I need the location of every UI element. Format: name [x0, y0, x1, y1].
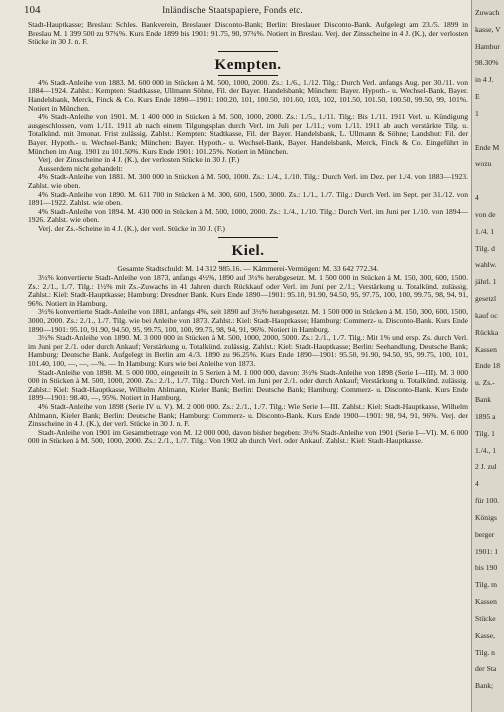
- edge-fragment: 4: [475, 193, 479, 203]
- edge-fragment: Tilg. d: [475, 243, 495, 253]
- section-divider: [218, 51, 278, 52]
- edge-fragment: Stücke: [475, 613, 496, 623]
- page-number: 104: [24, 4, 41, 16]
- kiel-paragraph: 3½% konvertierte Stadt-Anleihe von 1873, anfangs 4½%, 1890 auf 3½% herabgesetzt. M. 1 500 000 in Stücken à M. 150, 300, 600, 1500. Zs.: 2./1., 1./7. Tilg.: 1½% mit Zs.-Zuwachs in 41 Jahren durch Rückkauf oder Verl. im Juni per 2./1.; Verstärkung u. Totalkünd. zulässig. Zahlst.: Kiel: Stadt-Hauptkasse; Hamburg: Dresdner Bank. Kurs Ende 1890—1901: 95.10, 91.90, 94.50, 95, 97.75, 100, 100, 99.75, 98, 94, 91, 96%. Notiert in Hamburg.: [28, 273, 468, 308]
- edge-fragment: 1: [475, 108, 479, 118]
- kempten-paragraph: 4% Stadt-Anleihe von 1881. M. 300 000 in Stücken à M. 500, 1000. Zs.: 1./4., 1./10. Tilg.: Durch Verl. im Dez. per 1./4. von 1883—1923. Zahlst. wie oben.: [28, 172, 468, 190]
- page-body: [28, 21, 468, 446]
- kempten-paragraph: 4% Stadt-Anleihe von 1901. M. 1 400 000 in Stücken à M. 500, 1000, 2000. Zs.: 1./5., 1./11. Tilg.: Bis 1./11. 1911 Verl. u. Kündigung ausgeschlossen, vom 1./11. 1911 ab nach einem Tilgungsplan durch Verl. im Juli per 1./11.; vom 1./11. 1911 ab auch verstärkte Tilg. u. Totalkünd. mit 3monat. Frist zulässig. Zahlst.: Kempten: Stadtkasse, Fil. der Bayer. Handelsbank, L. Ullmann & Söhne; Landshut: Fil. der Bayer. Hypoth.- u. Wechsel-Bank; München: Bayer. Hypoth.- u. Wechsel-Bank, Bayer. Handelsbank, Merck, Finck & Co. Eingeführt in München im Aug. 1901 zu 101.50%. Kurs Ende 1901: 101.25%. Notiert in München.: [28, 112, 468, 156]
- edge-fragment: Kassen: [475, 344, 497, 354]
- edge-fragment: in 4 J.: [475, 75, 494, 85]
- edge-fragment: berger: [475, 529, 495, 539]
- section-title-kiel: Kiel.: [231, 243, 265, 260]
- kempten-paragraph: 4% Stadt-Anleihe von 1894. M. 430 000 in Stücken à M. 500, 1000, 2000. Zs.: 1./4., 1./10. Tilg.: Durch Verl. im Juni per 1./10. von 1894—1926. Zahlst. wie oben.: [28, 206, 468, 225]
- edge-fragment: Bank;: [475, 681, 494, 691]
- edge-fragment: E: [475, 92, 480, 102]
- edge-fragment: 2 J. zul: [475, 462, 497, 472]
- facing-page-edge: [471, 0, 504, 712]
- page-header: [24, 4, 441, 18]
- section-divider: [218, 261, 278, 262]
- kiel-paragraph: 3½% konvertierte Stadt-Anleihe von 1881, anfangs 4%, seit 1890 auf 3½% herabgesetzt. M. 1 500 000 in Stücken à M. 150, 300, 600, 1500, 3000, 2000. Zs.: 2./1., 1./7. Tilg. wie bei Anleihe von 1873. Zahlst.: Kiel: Stadt-Hauptkasse; Hamburg: Commerz- u. Disconto-Bank. Kurs Ende 1890—1901: 95.10, 91.90, 94.50, 95, 99.75, 100, 100, 99.75, 98, 94, 91, 96%. Notiert in Hamburg.: [28, 307, 468, 334]
- edge-fragment: der Sta: [475, 664, 497, 674]
- edge-fragment: 98.30%: [475, 58, 499, 68]
- edge-fragment: Kassen: [475, 597, 497, 607]
- edge-fragment: Tilg. n: [475, 647, 495, 657]
- edge-fragment: 1./4. 1: [475, 226, 495, 236]
- kiel-paragraph: Stadt-Anleihe von 1898. M. 5 000 000, eingeteilt in 5 Serien à M. 1 000 000, davon: 3½% Stadt-Anleihe von 1898 (Serie I—III). M. 3 000 000 in Stücken à M. 500, 1000, 2000. Zs.: 2./1., 1./7. Tilg.: Durch Verl. im Juni per 2./1. oder durch Ankauf; Verstärkung u. Totalkünd. zulässig. Zahlst.: Kiel: Stadt-Hauptkasse, Wilhelm Ahlmann, Kieler Bank; Berlin: Deutsche Bank; Hamburg: Commerz- u. Disconto-Bank. Kurs Ende 1899—1901: 98.40, —, 95%. Notiert in Hamburg.: [28, 367, 468, 403]
- kempten-paragraph: Verj. der Zinsscheine in 4 J. (K.), der verlosten Stücke in 30 J. (F.): [38, 155, 240, 165]
- kempten-paragraph: 4% Stadt-Anleihe von 1883. M. 600 000 in Stücken à M. 500, 1000, 2000. Zs.: 1./6., 1./12. Tilg.: Durch Verl. anfangs Aug. per 30./11. von 1884—1924. Zahlst.: Kempten: Stadtkasse, Ullmann Söhne, Fil. der Bayer. Handelsbank; München: Bayer. Hypoth.- u. Wechsel-Bank, Bayer. Handelsbank, Merck, Finck & Co. Kurs Ende 1890—1901: 100.20, 101, 100.50, 101.60, 103, 102, 101.50, 101.50, 100.50, 99.50, 99, 101%. Notiert in München.: [28, 77, 468, 113]
- edge-fragment: wahlw.: [475, 260, 497, 270]
- running-title: Inländische Staatspapiere, Fonds etc.: [162, 5, 303, 15]
- edge-fragment: Rückka: [475, 327, 499, 337]
- edge-fragment: für 100.: [475, 496, 500, 506]
- edge-fragment: wozu: [475, 159, 492, 169]
- kiel-paragraph: 4% Stadt-Anleihe von 1898 (Serie IV u. V). M. 2 000 000. Zs.: 2./1., 1./7. Tilg.: Wie Serie I—III. Zahlst.: Kiel: Stadt-Hauptkasse, Wilhelm Ahlmann, Kieler Bank; Berlin: Deutsche Bank; Hamburg: Commerz- u. Disconto-Bank. Kurs Ende 1900—1901: 98, 94, 91, 96%. Verj. der Zinsscheine in 4 J. (K.), der verl. Stücke in 30 J. n. F.: [28, 401, 468, 429]
- edge-fragment: Königs: [475, 512, 497, 522]
- edge-fragment: Ende M: [475, 142, 500, 152]
- edge-fragment: 1895 a: [475, 411, 496, 421]
- edge-fragment: Hambur: [475, 41, 500, 51]
- edge-fragment: bis 190: [475, 563, 498, 573]
- section-title-kempten: Kempten.: [214, 56, 282, 73]
- edge-fragment: Zuwach: [475, 8, 500, 17]
- kempten-paragraph: Verj. der Zs.-Scheine in 4 J. (K.), der verl. Stücke in 30 J. (F.): [38, 223, 225, 233]
- kempten-paragraph: Ausserdem nicht gehandelt:: [38, 163, 123, 173]
- edge-fragment: 4: [475, 479, 479, 489]
- edge-fragment: Bank: [475, 395, 492, 405]
- edge-fragment: gesetzl: [475, 294, 497, 304]
- edge-fragment: Tilg. m: [475, 580, 498, 590]
- kiel-paragraph: 3½% Stadt-Anleihe von 1890. M. 3 000 000 in Stücken à M. 500, 1000, 2000, 5000. Zs.: 2./1., 1./7. Tilg.: Mit 1% und ersp. Zs. durch Verl. im Juni per 2./1. oder durch Ankauf; Verstärkung u. Totalkünd. zulässig. Zahlst.: Kiel: Stadt-Hauptkasse; Berlin: Seehandlung, Deutsche Bank; Hamburg: Deutsche Bank. Aufgelegt in Berlin am 4./3. 1890 zu 96.25%. Kurs Ende 1890—1901: 95.50, 91.90, 94.50, 95, 99.75, 100, 101, 101.40, 100, —, —, —%. — In Hamburg: Kurs wie bei Anleihe von 1873.: [28, 333, 468, 368]
- kiel-subtitle: Gesamte Stadtschuld: M. 14 312 985.16. — Kämmerei-Vermögen: M. 33 642 772.34.: [117, 264, 379, 274]
- edge-fragment: Kasse,: [475, 630, 496, 640]
- intro-paragraph: Stadt-Hauptkasse; Breslau: Schles. Bankverein, Breslauer Disconto-Bank; Berlin: Breslauer Disconto-Bank. Aufgelegt am 23./5. 1899 in Breslau M. 1 399 500 zu 97¾%. Kurs Ende 1899 bis 1901: 91.75, 90, 97¾%. Notiert in Breslau. Verj. der Zinsscheine in 4 J. (K.), der verlosten Stücke in 30 J. n. F.: [28, 20, 468, 47]
- edge-fragment: u. Zs.-: [475, 378, 495, 388]
- kiel-paragraph: Stadt-Anleihe von 1901 im Gesamtbetrage von M. 12 000 000, davon bisher begeben: 3½% Stadt-Anleihe von 1901 (Serie I—VI). M. 6 000 000 in Stücken à M. 500, 1000, 2000. Zs.: 2./1., 1./7. Tilg.: Von 1902 ab durch Verl. oder Ankauf. Zahlst.: Kiel: Stadt-Hauptkasse.: [28, 427, 468, 446]
- edge-fragment: kasse, V: [475, 24, 501, 34]
- section-divider: [218, 75, 278, 76]
- edge-fragment: Ende 18: [475, 361, 501, 371]
- edge-fragment: jährl. 1: [475, 277, 497, 287]
- edge-fragment: von de: [475, 209, 496, 219]
- section-divider: [218, 237, 278, 238]
- edge-fragment: Tilg. 1: [475, 428, 495, 438]
- kempten-paragraph: 4% Stadt-Anleihe von 1890. M. 611 700 in Stücken à M. 300, 600, 1500, 3000. Zs.: 1./1., 1./7. Tilg.: Durch Verl. im Sept. per 31./12. von 1891—1922. Zahlst. wie oben.: [28, 189, 468, 208]
- edge-fragment: 1./4., 1: [475, 445, 497, 455]
- edge-fragment: 1901: 1: [475, 546, 498, 556]
- edge-fragment: kauf oc: [475, 310, 498, 320]
